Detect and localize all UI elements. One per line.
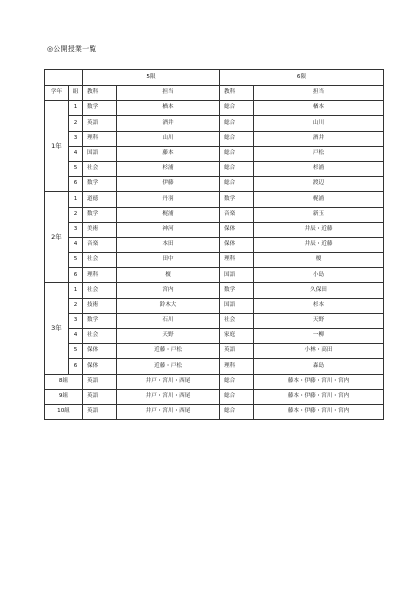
period6-teacher: 新玉	[254, 207, 384, 222]
period5-teacher: 石川	[117, 313, 220, 328]
period5-subject: 音楽	[83, 237, 117, 252]
period6-teacher: 杉浦	[254, 161, 384, 176]
special-class-row	[45, 374, 384, 389]
period5-teacher: 梶浦	[117, 207, 220, 222]
subject5-header: 教科	[83, 86, 117, 101]
period5-teacher: 杉浦	[117, 161, 220, 176]
period6-subject: 理科	[220, 253, 254, 268]
table-row	[45, 253, 384, 268]
table-row	[45, 222, 384, 237]
period6-header: 6限	[220, 70, 384, 86]
corner-cell	[45, 70, 83, 86]
special-class-row	[45, 404, 384, 419]
class-number: 6	[69, 268, 83, 283]
special-class-label: 9組	[45, 389, 83, 404]
class-number: 5	[69, 161, 83, 176]
period6-subject: 保体	[220, 222, 254, 237]
period6-subject: 音楽	[220, 207, 254, 222]
period6-subject: 理科	[220, 359, 254, 374]
period6-subject: 保体	[220, 237, 254, 252]
table-row	[45, 146, 384, 161]
period6-teacher: 久保田	[254, 283, 384, 298]
period5-teacher: 藤本	[117, 146, 220, 161]
period6-subject: 総合	[220, 116, 254, 131]
period5-teacher: 本田	[117, 237, 220, 252]
period5-teacher: 山川	[117, 131, 220, 146]
period6-teacher: 榎	[254, 253, 384, 268]
period5-subject: 数学	[83, 313, 117, 328]
period5-teacher: 田中	[117, 253, 220, 268]
class-number: 5	[69, 344, 83, 359]
period6-teacher: 梶浦	[254, 192, 384, 207]
period5-teacher: 宮内	[117, 283, 220, 298]
period6-teacher: 藤本・伊藤・宮川・宮内	[254, 374, 384, 389]
special-class-row	[45, 389, 384, 404]
period5-subject: 社会	[83, 161, 117, 176]
table-row	[45, 329, 384, 344]
period6-subject: 英語	[220, 344, 254, 359]
class-number: 1	[69, 192, 83, 207]
period5-teacher: 伊藤	[117, 177, 220, 192]
table-row	[45, 161, 384, 176]
class-number: 1	[69, 101, 83, 116]
period6-subject: 総合	[220, 404, 254, 419]
period6-teacher: 井辰・近藤	[254, 237, 384, 252]
period5-subject: 英語	[83, 389, 117, 404]
period5-teacher: 天野	[117, 329, 220, 344]
class-number: 5	[69, 253, 83, 268]
period6-teacher: 楢本	[254, 101, 384, 116]
period5-subject: 社会	[83, 283, 117, 298]
period6-teacher: 戸松	[254, 146, 384, 161]
period6-teacher: 藤本・伊藤・宮川・宮内	[254, 389, 384, 404]
period5-teacher: 井戸・宮川・西尾	[117, 389, 220, 404]
special-class-label: 8組	[45, 374, 83, 389]
period5-subject: 美術	[83, 222, 117, 237]
period5-teacher: 榎	[117, 268, 220, 283]
period5-teacher: 近藤・戸松	[117, 359, 220, 374]
class-number: 3	[69, 313, 83, 328]
public-lesson-table	[44, 69, 384, 420]
table-row	[45, 359, 384, 374]
period5-teacher: 鈴木大	[117, 298, 220, 313]
table-row	[45, 298, 384, 313]
period6-teacher: 藤本・伊藤・宮川・宮内	[254, 404, 384, 419]
period5-subject: 保体	[83, 344, 117, 359]
special-class-label: 10組	[45, 404, 83, 419]
period5-subject: 数学	[83, 207, 117, 222]
period5-teacher: 井戸・宮川・西尾	[117, 404, 220, 419]
period5-subject: 保体	[83, 359, 117, 374]
period5-subject: 技術	[83, 298, 117, 313]
period5-subject: 数学	[83, 177, 117, 192]
class-number: 4	[69, 146, 83, 161]
table-body	[45, 70, 384, 420]
period5-subject: 国語	[83, 146, 117, 161]
period6-teacher: 山川	[254, 116, 384, 131]
period5-teacher: 近藤・戸松	[117, 344, 220, 359]
period5-subject: 理科	[83, 131, 117, 146]
period5-subject: 英語	[83, 374, 117, 389]
table-row	[45, 177, 384, 192]
period6-subject: 総合	[220, 177, 254, 192]
class-number: 4	[69, 329, 83, 344]
period6-subject: 国語	[220, 268, 254, 283]
table-row	[45, 207, 384, 222]
period6-teacher: 小林・高田	[254, 344, 384, 359]
period6-teacher: 渡辺	[254, 177, 384, 192]
period5-teacher: 井戸・宮川・西尾	[117, 374, 220, 389]
class-number: 3	[69, 131, 83, 146]
class-number: 2	[69, 298, 83, 313]
table-row	[45, 237, 384, 252]
period6-subject: 総合	[220, 389, 254, 404]
period6-subject: 総合	[220, 131, 254, 146]
period5-subject: 英語	[83, 404, 117, 419]
table-row	[45, 268, 384, 283]
class-number: 4	[69, 237, 83, 252]
grade-label: 3年	[45, 283, 69, 374]
class-number: 3	[69, 222, 83, 237]
grade-label: 1年	[45, 101, 69, 192]
teacher5-header: 担当	[117, 86, 220, 101]
period6-subject: 国語	[220, 298, 254, 313]
period6-subject: 家庭	[220, 329, 254, 344]
table-row	[45, 313, 384, 328]
period6-teacher: 酒井	[254, 131, 384, 146]
period6-teacher: 杉本	[254, 298, 384, 313]
period6-teacher: 森島	[254, 359, 384, 374]
period5-subject: 社会	[83, 329, 117, 344]
period-header-row	[45, 70, 384, 86]
table-row	[45, 116, 384, 131]
period6-teacher: 一柳	[254, 329, 384, 344]
class-number: 6	[69, 359, 83, 374]
period6-subject: 総合	[220, 374, 254, 389]
grade-header: 学年	[45, 86, 69, 101]
period6-subject: 総合	[220, 146, 254, 161]
class-number: 2	[69, 116, 83, 131]
table-row	[45, 344, 384, 359]
table-row	[45, 101, 384, 116]
grade-label: 2年	[45, 192, 69, 283]
period5-subject: 道徳	[83, 192, 117, 207]
period5-teacher: 楢本	[117, 101, 220, 116]
table-row	[45, 283, 384, 298]
period6-subject: 社会	[220, 313, 254, 328]
period6-subject: 数学	[220, 283, 254, 298]
period5-subject: 社会	[83, 253, 117, 268]
period6-subject: 総合	[220, 101, 254, 116]
period6-teacher: 小島	[254, 268, 384, 283]
period5-teacher: 丹羽	[117, 192, 220, 207]
subject6-header: 教科	[220, 86, 254, 101]
period5-subject: 英語	[83, 116, 117, 131]
period6-subject: 総合	[220, 161, 254, 176]
period6-teacher: 天野	[254, 313, 384, 328]
teacher6-header: 担当	[254, 86, 384, 101]
column-header-row	[45, 86, 384, 101]
page-title: ◎公開授業一覧	[47, 45, 97, 53]
class-number: 1	[69, 283, 83, 298]
period5-header: 5限	[83, 70, 220, 86]
table-row	[45, 192, 384, 207]
class-number: 2	[69, 207, 83, 222]
period5-subject: 理科	[83, 268, 117, 283]
period6-subject: 数学	[220, 192, 254, 207]
period5-teacher: 酒井	[117, 116, 220, 131]
table-row	[45, 131, 384, 146]
class-header: 組	[69, 86, 83, 101]
class-number: 6	[69, 177, 83, 192]
period5-teacher: 神河	[117, 222, 220, 237]
period6-teacher: 井辰・近藤	[254, 222, 384, 237]
period5-subject: 数学	[83, 101, 117, 116]
